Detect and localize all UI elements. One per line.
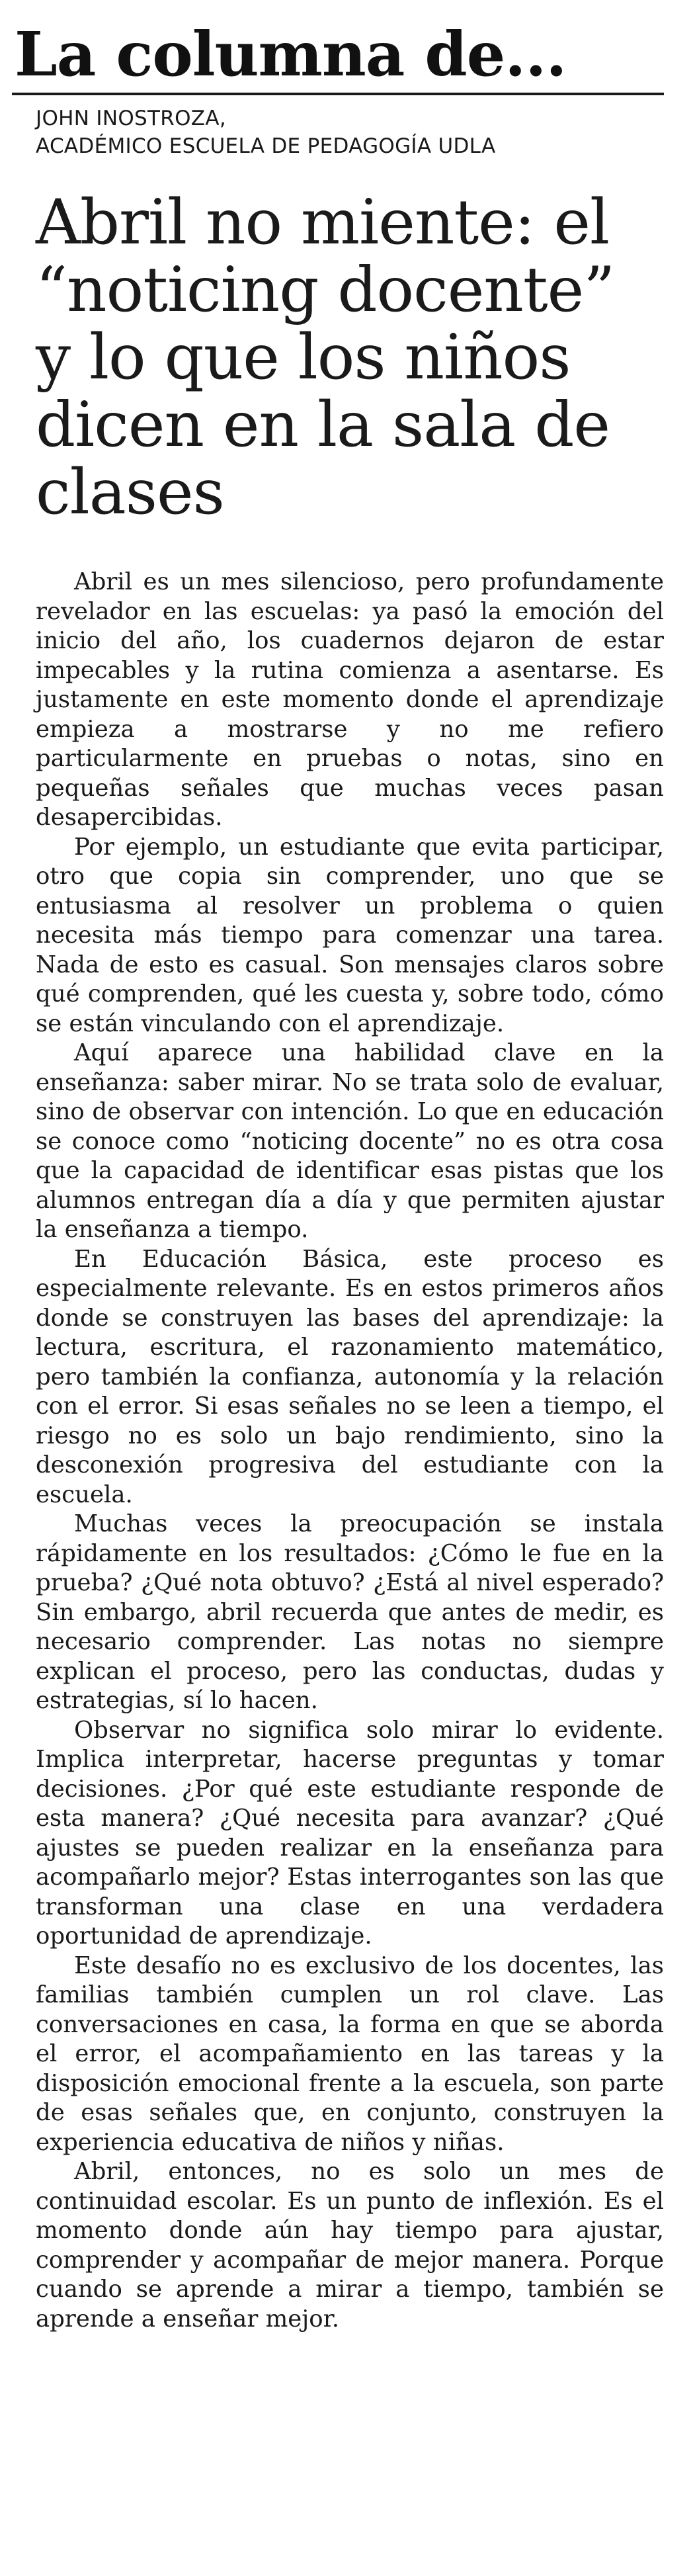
- article-paragraph: En Educación Básica, este proceso es especialmente relevante. Es en estos primeros años donde se construyen las bases del aprendizaje: la lectura, escritura, el razonamiento matemático, pero también la confianza, autonomía y la relación con el error. Si esas señales no se leen a tiempo, el riesgo no es solo un bajo rendimiento, sino la desconexión progresiva del estudiante con la escuela.: [36, 1245, 664, 1508]
- header-rule: [12, 93, 664, 95]
- article-headline: Abril no miente: el “noticing docente” y lo que los niños dicen en la sala de clases: [36, 187, 615, 529]
- author-affiliation: ACADÉMICO ESCUELA DE PEDAGOGÍA UDLA: [36, 134, 496, 158]
- article-paragraph: Muchas veces la preocupación se instala rápidamente en los resultados: ¿Cómo le fue en la prueba? ¿Qué nota obtuvo? ¿Está al nivel esperado? Sin embargo, abril recuerda que antes de medir, es necesario comprender. Las notas no siempre explican el proceso, pero las conductas, dudas y estrategias, sí lo hacen.: [36, 1510, 664, 1714]
- article-body: [36, 568, 664, 2334]
- article-paragraph: Aquí aparece una habilidad clave en la enseñanza: saber mirar. No se trata solo de evaluar, sino de observar con intención. Lo que en educación se conoce como “noticing docente” no es otra cosa que la capacidad de identificar esas pistas que los alumnos entregan día a día y que permiten ajustar la enseñanza a tiempo.: [36, 1039, 664, 1243]
- byline: [36, 105, 664, 160]
- author-name: JOHN INOSTROZA,: [36, 107, 226, 130]
- article-paragraph: Por ejemplo, un estudiante que evita participar, otro que copia sin comprender, uno que se entusiasma al resolver un problema o quien necesita más tiempo para comenzar una tarea. Nada de esto es casual. Son mensajes claros sobre qué comprenden, qué les cuesta y, sobre todo, cómo se están vinculando con el aprendizaje.: [36, 833, 664, 1037]
- article-paragraph: Este desafío no es exclusivo de los docentes, las familias también cumplen un rol clave. Las conversaciones en casa, la forma en que se aborda el error, el acompañamiento en las tareas y la disposición emocional frente a la escuela, son parte de esas señales que, en conjunto, construyen la experiencia educativa de niños y niñas.: [36, 1952, 664, 2156]
- article-paragraph: Abril, entonces, no es solo un mes de continuidad escolar. Es un punto de inflexión. Es el momento donde aún hay tiempo para ajustar, comprender y acompañar de mejor manera. Porque cuando se aprende a mirar a tiempo, también se aprende a enseñar mejor.: [36, 2158, 664, 2333]
- column-header: La columna de...: [15, 19, 567, 90]
- article-paragraph: Abril es un mes silencioso, pero profundamente revelador en las escuelas: ya pasó la emoción del inicio del año, los cuadernos dejaron de estar impecables y la rutina comienza a asentarse. Es justamente en este momento donde el aprendizaje empieza a mostrarse y no me refiero particularmente en pruebas o notas, sino en pequeñas señales que muchas veces pasan desapercibidas.: [36, 568, 664, 831]
- article-paragraph: Observar no significa solo mirar lo evidente. Implica interpretar, hacerse preguntas y tomar decisiones. ¿Por qué este estudiante responde de esta manera? ¿Qué necesita para avanzar? ¿Qué ajustes se pueden realizar en la enseñanza para acompañarlo mejor? Estas interrogantes son las que transforman una clase en una verdadera oportunidad de aprendizaje.: [36, 1716, 664, 1950]
